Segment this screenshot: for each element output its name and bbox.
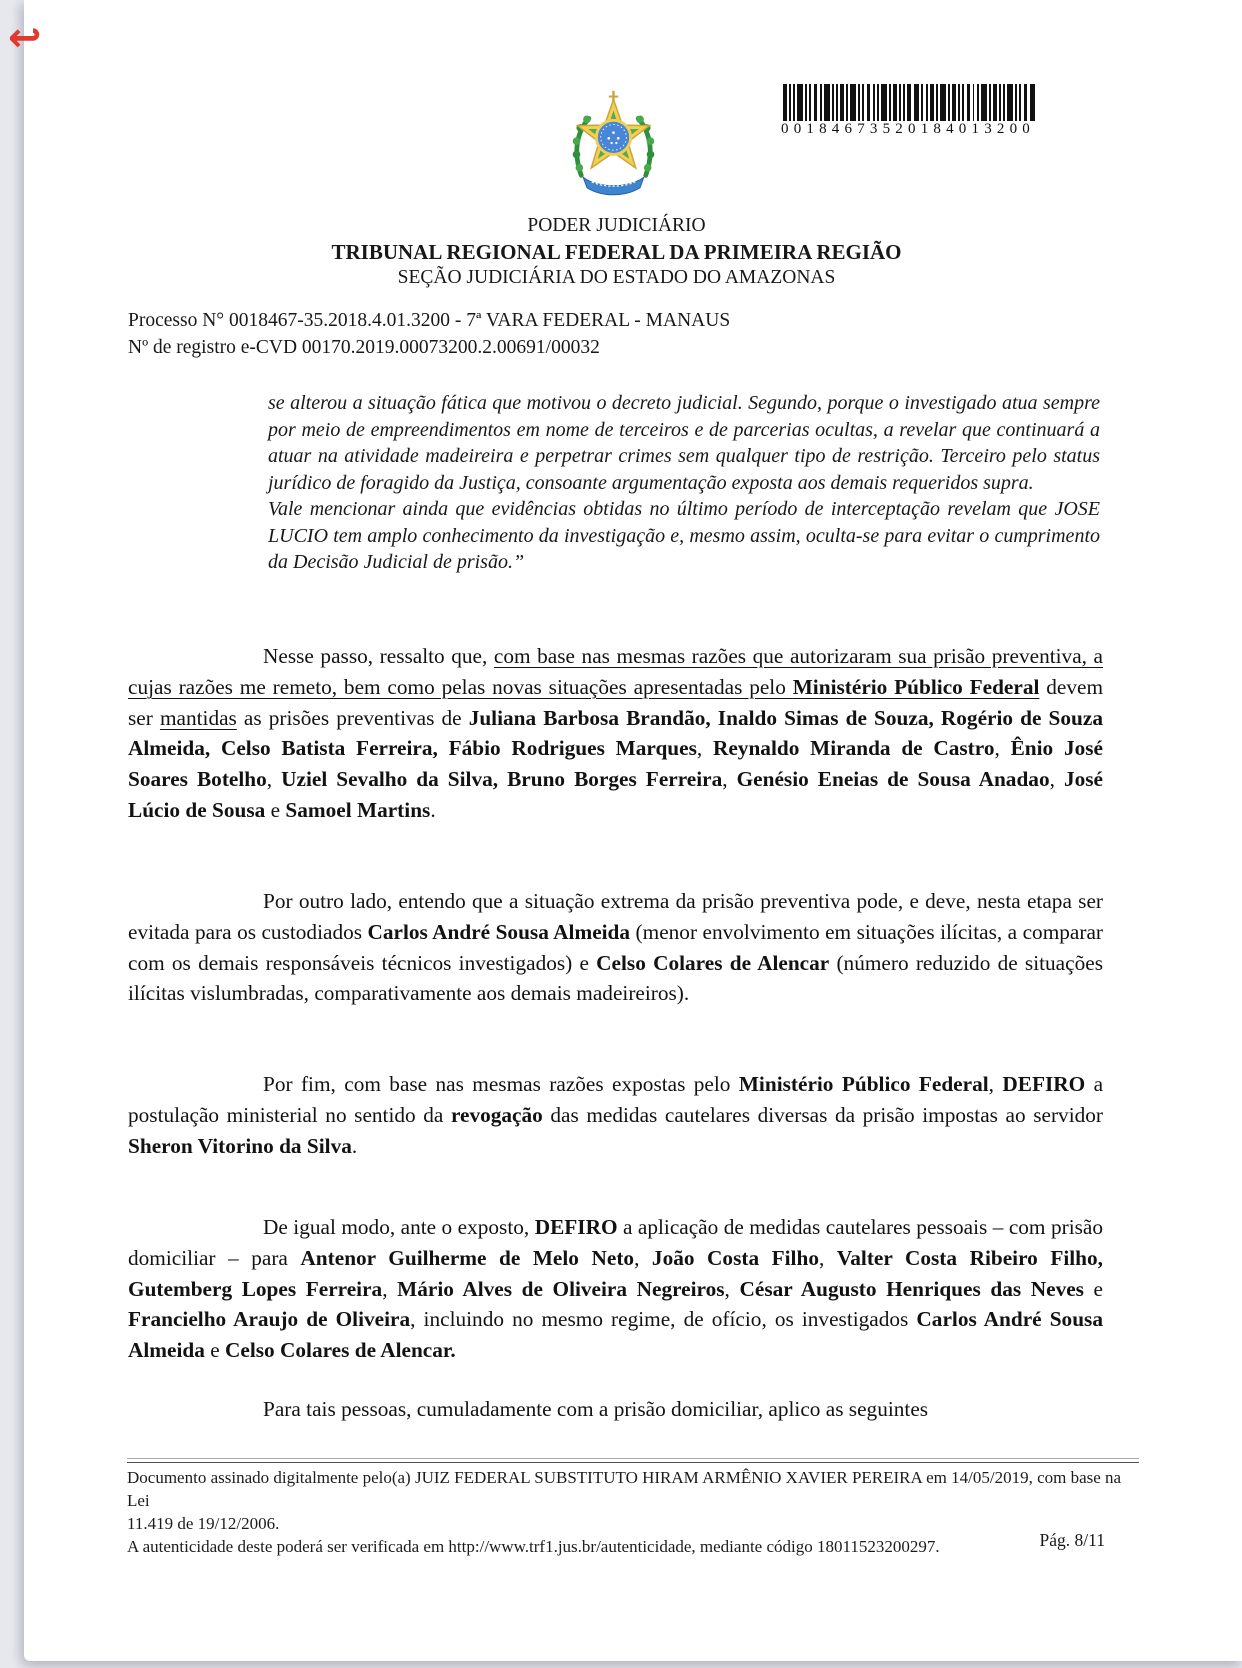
barcode-bar [999, 84, 1001, 121]
barcode-bar [1019, 84, 1021, 121]
text-segment: Valter Costa Ribeiro Filho, Gutemberg Lopes Ferreira [128, 1245, 1103, 1301]
text-segment: Mário Alves de Oliveira Negreiros [397, 1276, 725, 1301]
text-segment: , [988, 1072, 1003, 1096]
text-segment: das medidas cautelares diversas da prisão impostas ao servidor [542, 1102, 1103, 1127]
barcode-bar [962, 84, 964, 121]
text-segment: , [634, 1245, 652, 1270]
back-button[interactable] [8, 15, 42, 61]
text-segment: Ministério Público Federal [792, 674, 1040, 699]
barcode-bar [789, 84, 791, 121]
barcode-bar [1015, 84, 1017, 121]
signature-line: 11.419 de 19/12/2006. [127, 1514, 280, 1533]
barcode-bar [899, 84, 901, 121]
letterhead [128, 213, 1105, 291]
barcode-bar [793, 84, 795, 121]
barcode-bar [877, 84, 879, 121]
barcode-bar [940, 84, 946, 121]
text-segment: , [696, 736, 713, 761]
barcode-bar [893, 84, 897, 121]
barcode-bar [958, 84, 960, 121]
text-segment: a aplicação de medidas cautelares pessoais – com prisão domiciliar – para [128, 1215, 1104, 1270]
text-segment: Francielho Araujo de Oliveira [128, 1307, 411, 1332]
quote-paragraph: Vale mencionar ainda que evidências obtidas no último período de interceptação revelam que JOSE LUCIO tem amplo conhecimento da investigação e, mesmo assim, oculta-se para evitar o cumprimento da Decisão Judicial de prisão.” [268, 498, 1100, 573]
barcode-bar [805, 84, 807, 121]
barcode-bar [952, 84, 956, 121]
barcode-bar [921, 84, 923, 121]
text-segment: José Lúcio de Sousa [128, 767, 1103, 822]
text-segment: Uziel Sevalho da Silva, Bruno Borges Ferreira [281, 767, 723, 792]
text-segment: . [430, 797, 436, 822]
text-segment: Por outro lado, entendo que a situação extrema da prisão preventiva pode, e deve, nesta etapa ser evitada para os custodiados [128, 889, 1103, 944]
barcode-bar [930, 84, 934, 121]
text-segment: com base nas mesmas razões que autorizaram sua prisão preventiva, a cujas razões me remeto, bem como pelas novas situações apresentadas pelo [128, 644, 1103, 699]
body-paragraph [128, 886, 1103, 1009]
text-segment: , [266, 767, 282, 792]
header-secao-judiciaria: SEÇÃO JUDICIÁRIA DO ESTADO DO AMAZONAS [397, 267, 836, 288]
registry-number: Nº de registro e-CVD 00170.2019.00073200.2.00691/00032 [128, 336, 600, 358]
barcode-bar [846, 84, 848, 121]
text-segment: Reynaldo Miranda de Castro [712, 736, 995, 761]
barcode-bar [840, 84, 844, 121]
text-segment: as prisões preventivas de [236, 705, 469, 730]
text-segment: (menor envolvimento em situações ilícitas, a comparar com os demais responsáveis técnicos investigados) e [128, 919, 1103, 975]
text-segment: DEFIRO [534, 1215, 618, 1239]
text-segment: Antenor Guilherme de Melo Neto [300, 1245, 635, 1270]
text-segment: DEFIRO [1002, 1072, 1086, 1096]
barcode-bar [981, 84, 987, 121]
text-segment: , [724, 1276, 740, 1301]
page-number: Pág. 8/11 [1039, 1530, 1105, 1550]
barcode-bar [1007, 84, 1013, 121]
barcode-bar [973, 84, 975, 121]
barcode-bar [926, 84, 928, 121]
header-poder-judiciario: PODER JUDICIÁRIO [527, 215, 706, 236]
barcode-bar [1030, 84, 1036, 121]
text-segment: a postulação ministerial no sentido da [128, 1072, 1104, 1127]
text-segment: , [382, 1276, 398, 1301]
text-segment: Ênio José Soares Botelho [128, 736, 1103, 792]
barcode-bar [993, 84, 997, 121]
text-segment: De igual modo, ante o exposto, [263, 1215, 535, 1239]
barcode [783, 84, 1036, 121]
text-segment: Para tais pessoas, cumuladamente com a prisão domiciliar, aplico as seguintes [263, 1397, 929, 1421]
barcode-bar [914, 84, 920, 121]
barcode-bar [936, 84, 938, 121]
process-number: Processo N° 0018467-35.2018.4.01.3200 - 7ª VARA FEDERAL - MANAUS [128, 310, 731, 331]
text-segment: e [204, 1338, 226, 1363]
barcode-bar [907, 84, 911, 121]
barcode-bar [824, 84, 830, 121]
barcode-digits: 00184673520184013200 [781, 121, 1035, 137]
barcode-bar [862, 84, 864, 121]
text-segment: Nesse passo, ressalto que, [263, 644, 494, 668]
body-paragraph [128, 1394, 1103, 1425]
text-segment: Ministério Público Federal [738, 1072, 989, 1096]
barcode-bar [858, 84, 860, 121]
text-segment: (número reduzido de situações ilícitas vislumbradas, comparativamente aos demais madeireiros). [128, 950, 1103, 1006]
text-segment: Samoel Martins [285, 797, 431, 822]
text-segment: . [351, 1133, 358, 1158]
text-segment: revogação [450, 1102, 543, 1127]
text-segment: João Costa Filho [651, 1245, 819, 1270]
barcode-bar [797, 84, 803, 121]
barcode-bar [873, 84, 875, 121]
text-segment: Carlos André Sousa Almeida [128, 1307, 1103, 1363]
barcode-bar [783, 84, 787, 121]
text-segment: e [1083, 1276, 1104, 1301]
signature-line: A autenticidade deste poderá ser verificada em http://www.trf1.jus.br/autenticidade, mediante código 18011523200297. [127, 1537, 940, 1556]
text-segment: , [722, 767, 737, 792]
text-segment: Celso Colares de Alencar [596, 950, 830, 975]
text-segment: , [818, 1245, 837, 1270]
quote-paragraph: se alterou a situação fática que motivou o decreto judicial. Segundo, porque o investigado atua sempre por meio de empreendimentos em nome de terceiros e de parcerias ocultas, a revelar que continuará a atuar na atividade madeireira e perpetrar crimes sem qualquer tipo de restrição. Terceiro pelo status jurídico de foragido da Justiça, consoante argumentação exposta aos demais requeridos supra. [268, 392, 1100, 494]
text-segment: Sheron Vitorino da Silva [128, 1133, 352, 1158]
text-segment: , [1049, 767, 1064, 792]
barcode-bar [977, 84, 979, 121]
header-tribunal: TRIBUNAL REGIONAL FEDERAL DA PRIMEIRA REGIÃO [331, 240, 902, 264]
text-segment: Juliana Barbosa Brandão, Inaldo Simas de Souza, Rogério de Souza Almeida, Celso Batista Ferreira, Fábio Rodrigues Marques [128, 705, 1103, 761]
coat-of-arms-logo [565, 88, 662, 200]
barcode-bar [967, 84, 971, 121]
text-segment: , [994, 736, 1011, 761]
barcode-bar [881, 84, 887, 121]
quoted-excerpt [268, 390, 1100, 576]
text-segment: devem ser [128, 674, 1104, 730]
signature-line: Documento assinado digitalmente pelo(a) JUIZ FEDERAL SUBSTITUTO HIRAM ARMÊNIO XAVIER PEREIRA em 14/05/2019, com base na Lei [127, 1468, 1122, 1510]
barcode-bar [814, 84, 818, 121]
barcode-bar [836, 84, 838, 121]
body-paragraph [128, 641, 1103, 826]
barcode-bar [889, 84, 891, 121]
text-segment: Celso Colares de Alencar. [225, 1338, 456, 1363]
text-segment: Por fim, com base nas mesmas razões expostas pelo [263, 1072, 739, 1096]
back-icon: ↩ [8, 15, 42, 61]
barcode-bar [948, 84, 950, 121]
body-paragraph [128, 1212, 1103, 1366]
barcode-bar [1024, 84, 1028, 121]
text-segment: Genésio Eneias de Sousa Anadao [736, 767, 1050, 792]
barcode-bar [903, 84, 905, 121]
process-info [128, 308, 1105, 361]
body-paragraph [128, 1069, 1103, 1161]
barcode-bar [809, 84, 811, 121]
barcode-bar [989, 84, 991, 121]
text-segment: mantidas [159, 705, 237, 730]
barcode-bar [832, 84, 834, 121]
document-page [24, 0, 1242, 1661]
text-segment: e [265, 797, 286, 822]
barcode-bar [867, 84, 871, 121]
barcode-bar [820, 84, 822, 121]
text-segment: Carlos André Sousa Almeida [367, 919, 631, 944]
text-segment: , incluindo no mesmo regime, de ofício, os investigados [410, 1307, 917, 1332]
barcode-bar [1003, 84, 1005, 121]
text-segment: César Augusto Henriques das Neves [739, 1276, 1084, 1301]
barcode-bar [850, 84, 856, 121]
footer-divider [127, 1458, 1139, 1463]
